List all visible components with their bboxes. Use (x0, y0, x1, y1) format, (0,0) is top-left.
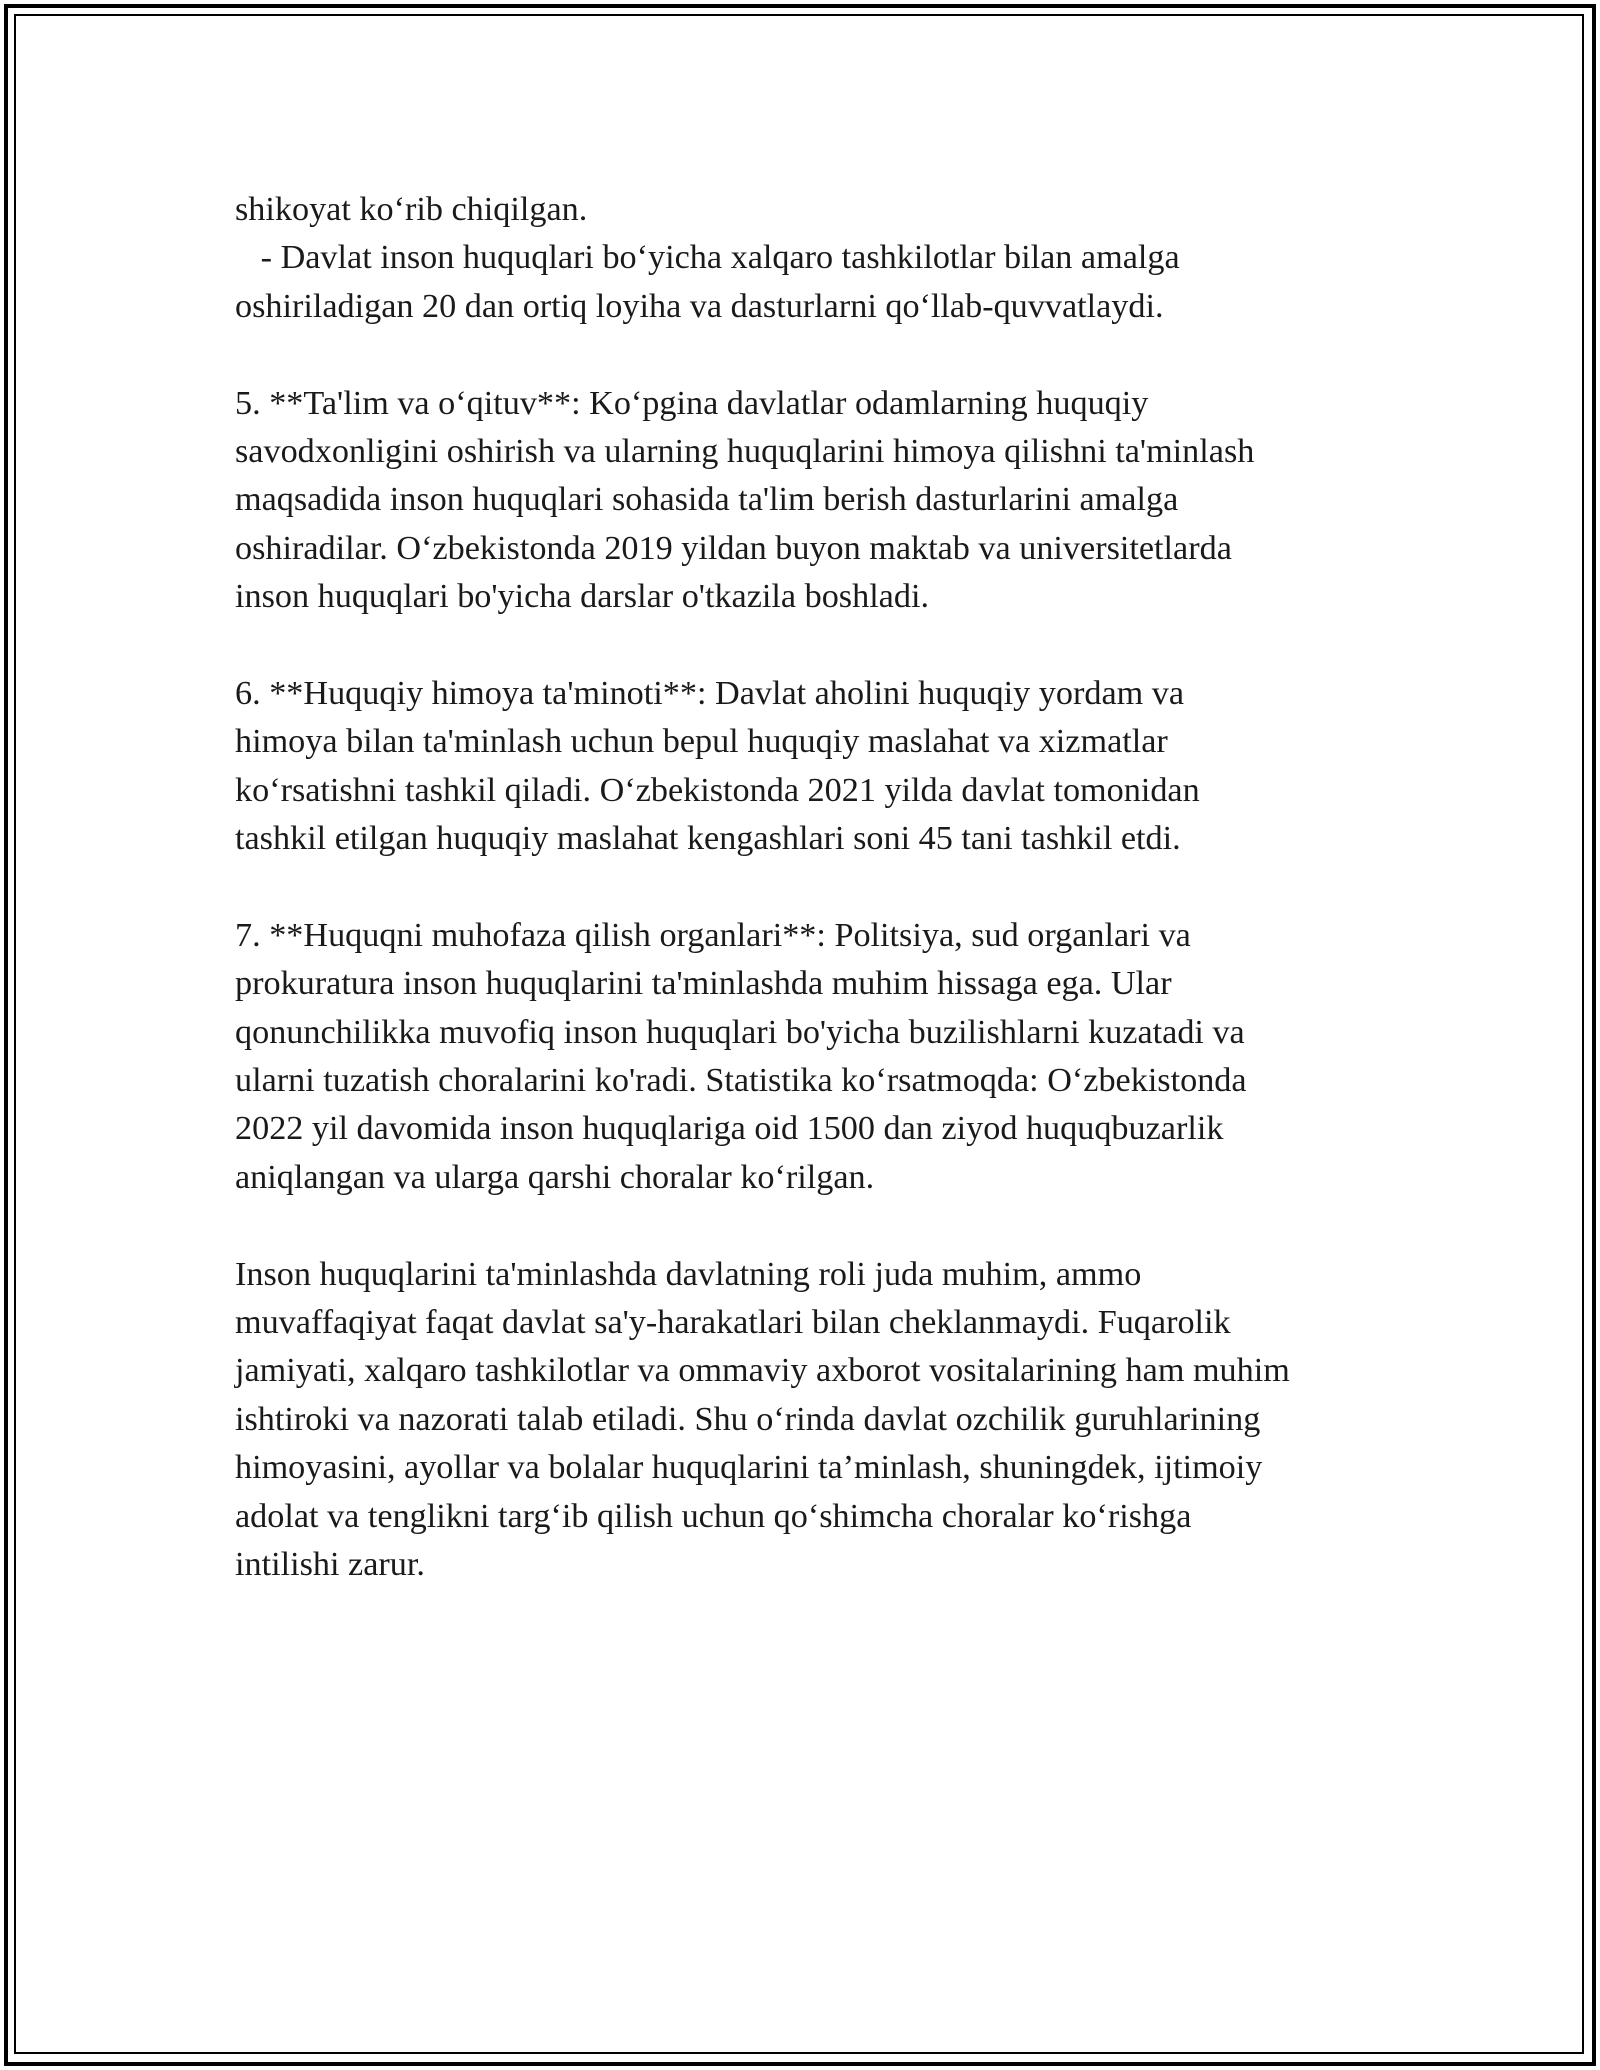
text-line: aniqlangan va ularga qarshi choralar ko‘rilgan. (235, 1158, 875, 1196)
paragraph-item-7 (235, 912, 1415, 1202)
text-line: savodxonligini oshirish va ularning huquqlarini himoya qilishni ta'minlash (235, 432, 1255, 470)
text-line: ko‘rsatishni tashkil qiladi. O‘zbekistonda 2021 yilda davlat tomonidan (235, 771, 1200, 809)
paragraph-conclusion (235, 1251, 1415, 1590)
text-line: ishtiroki va nazorati talab etiladi. Shu o‘rinda davlat ozchilik guruhlarining (235, 1400, 1261, 1438)
paragraph-continuation (235, 186, 1415, 331)
text-line: - Davlat inson huquqlari bo‘yicha xalqaro tashkilotlar bilan amalga (235, 239, 1180, 277)
text-line: himoya bilan ta'minlash uchun bepul huquqiy maslahat va xizmatlar (235, 723, 1168, 761)
paragraph-spacer (235, 1202, 1415, 1250)
text-line: oshiradilar. O‘zbekistonda 2019 yildan buyon maktab va universitetlarda (235, 529, 1232, 567)
paragraph-spacer (235, 331, 1415, 379)
text-line: oshiriladigan 20 dan ortiq loyiha va dasturlarni qo‘llab-quvvatlaydi. (235, 287, 1164, 325)
text-line: 5. **Ta'lim va o‘qituv**: Ko‘pgina davlatlar odamlarning huquqiy (235, 384, 1149, 422)
text-line: intilishi zarur. (235, 1545, 425, 1583)
text-line: ularni tuzatish choralarini ko'radi. Statistika ko‘rsatmoqda: O‘zbekistonda (235, 1062, 1247, 1100)
text-line: maqsadida inson huquqlari sohasida ta'lim berish dasturlarini amalga (235, 481, 1179, 519)
paragraph-item-5 (235, 380, 1415, 622)
text-line: 7. **Huquqni muhofaza qilish organlari**: Politsiya, sud organlari va (235, 916, 1191, 954)
text-line: 2022 yil davomida inson huquqlariga oid 1500 dan ziyod huquqbuzarlik (235, 1110, 1224, 1148)
text-line: shikoyat ko‘rib chiqilgan. (235, 191, 588, 228)
text-line: 6. **Huquqiy himoya ta'minoti**: Davlat aholini huquqiy yordam va (235, 674, 1185, 712)
text-line: muvaffaqiyat faqat davlat sa'y-harakatlari bilan cheklanmaydi. Fuqarolik (235, 1303, 1231, 1341)
text-line: jamiyati, xalqaro tashkilotlar va ommaviy axborot vositalarining ham muhim (235, 1352, 1290, 1390)
paragraph-spacer (235, 622, 1415, 670)
text-line: inson huquqlari bo'yicha darslar o'tkazila boshladi. (235, 578, 929, 616)
text-line: adolat va tenglikni targ‘ib qilish uchun qo‘shimcha choralar ko‘rishga (235, 1497, 1192, 1535)
text-line: himoyasini, ayollar va bolalar huquqlarini ta’minlash, shuningdek, ijtimoiy (235, 1449, 1263, 1487)
paragraph-item-6 (235, 670, 1415, 864)
text-line: qonunchilikka muvofiq inson huquqlari bo'yicha buzilishlarni kuzatadi va (235, 1013, 1245, 1051)
text-line: prokuratura inson huquqlarini ta'minlashda muhim hissaga ega. Ular (235, 965, 1172, 1003)
text-line: tashkil etilgan huquqiy maslahat kengashlari soni 45 tani tashkil etdi. (235, 820, 1181, 858)
text-line: Inson huquqlarini ta'minlashda davlatning roli juda muhim, ammo (235, 1255, 1142, 1293)
document-body (235, 186, 1415, 1589)
paragraph-spacer (235, 863, 1415, 911)
